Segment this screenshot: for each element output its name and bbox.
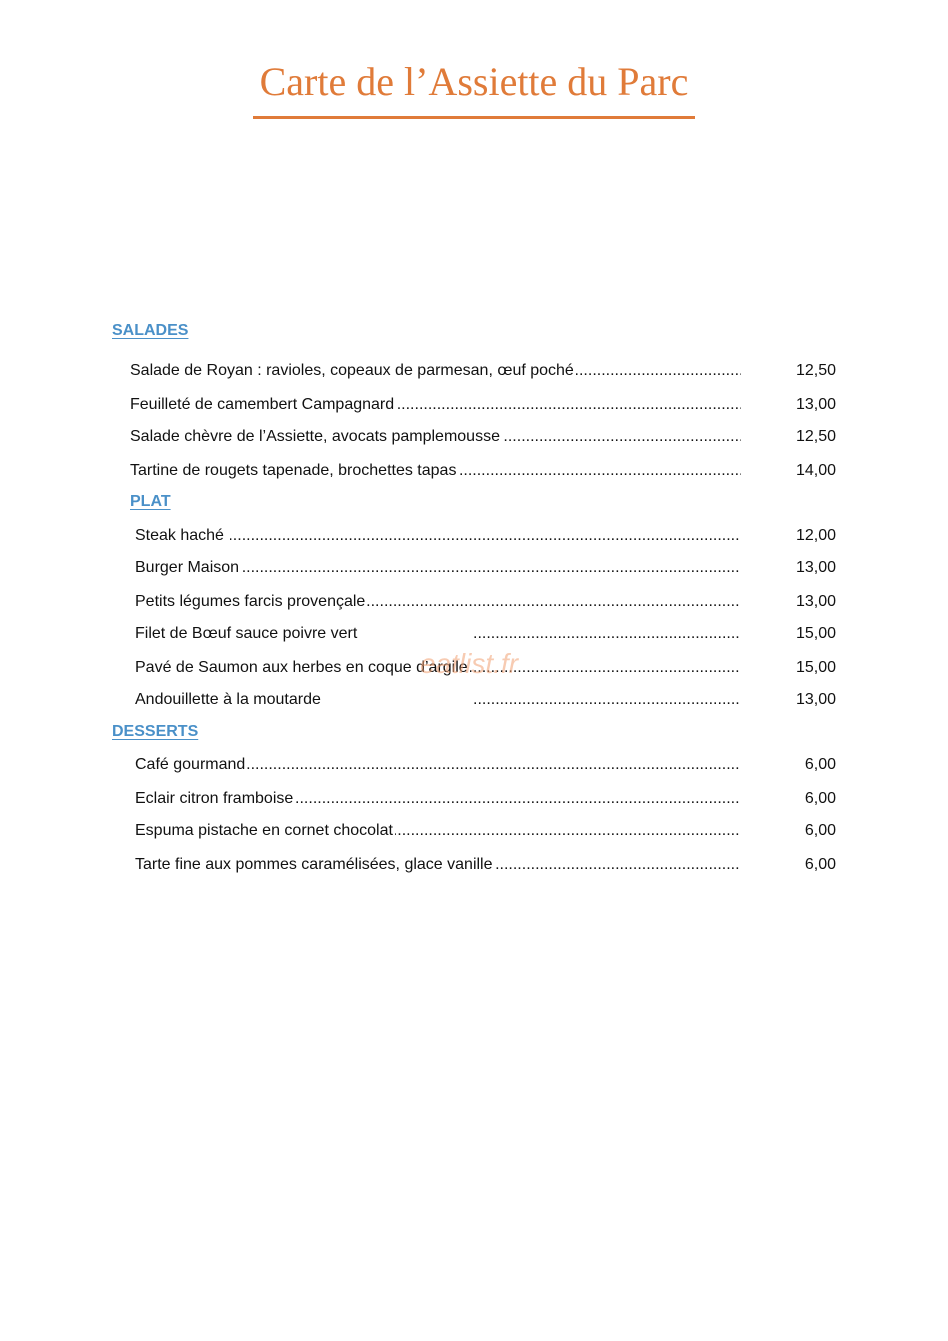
item-price: 12,50 bbox=[795, 428, 836, 445]
item-price: 14,00 bbox=[795, 462, 836, 479]
section-heading-plat: PLAT bbox=[130, 493, 171, 510]
item-price: 13,00 bbox=[795, 593, 836, 610]
menu-item bbox=[135, 591, 741, 613]
item-name: Steak haché bbox=[135, 525, 230, 547]
item-price: 6,00 bbox=[804, 756, 836, 773]
item-name: Burger Maison bbox=[135, 557, 241, 579]
item-price: 15,00 bbox=[795, 625, 836, 642]
item-price: 12,00 bbox=[795, 527, 836, 544]
dot-leader bbox=[473, 689, 741, 711]
item-price: 13,00 bbox=[795, 559, 836, 576]
item-name: Espuma pistache en cornet chocolat bbox=[135, 820, 395, 842]
item-name: Filet de Bœuf sauce poivre vert bbox=[135, 623, 359, 645]
title-underline bbox=[253, 116, 695, 119]
item-name: Andouillette à la moutarde bbox=[135, 689, 323, 711]
menu-item bbox=[135, 689, 741, 711]
item-price: 6,00 bbox=[804, 790, 836, 807]
menu-item bbox=[135, 854, 741, 876]
item-name: Eclair citron framboise bbox=[135, 788, 295, 810]
section-heading-salades: SALADES bbox=[112, 322, 189, 339]
dot-leader bbox=[473, 623, 741, 645]
page-title: Carte de l’Assiette du Parc bbox=[259, 59, 689, 104]
item-price: 12,50 bbox=[795, 362, 836, 379]
menu-item bbox=[135, 525, 741, 547]
menu-item bbox=[130, 360, 741, 382]
item-name: Petits légumes farcis provençale bbox=[135, 591, 367, 613]
menu-item bbox=[135, 623, 741, 645]
item-price: 13,00 bbox=[795, 691, 836, 708]
menu-item bbox=[135, 788, 741, 810]
section-heading-desserts: DESSERTS bbox=[112, 723, 199, 740]
item-name: Tartine de rougets tapenade, brochettes tapas bbox=[130, 460, 458, 482]
item-name: Pavé de Saumon aux herbes en coque d’argile bbox=[135, 657, 470, 679]
item-name: Salade chèvre de l’Assiette, avocats pamplemousse bbox=[130, 426, 502, 448]
item-price: 15,00 bbox=[795, 659, 836, 676]
menu-item bbox=[135, 557, 741, 579]
menu-item bbox=[130, 394, 741, 416]
menu-item bbox=[135, 820, 741, 842]
item-price: 13,00 bbox=[795, 396, 836, 413]
item-price: 6,00 bbox=[804, 822, 836, 839]
item-name: Salade de Royan : ravioles, copeaux de parmesan, œuf poché bbox=[130, 360, 576, 382]
item-name: Feuilleté de camembert Campagnard bbox=[130, 394, 396, 416]
item-price: 6,00 bbox=[804, 856, 836, 873]
item-name: Tarte fine aux pommes caramélisées, glace vanille bbox=[135, 854, 495, 876]
watermark: eatlist.fr bbox=[420, 648, 519, 679]
menu-item bbox=[130, 426, 741, 448]
menu-item bbox=[130, 460, 741, 482]
item-name: Café gourmand bbox=[135, 754, 247, 776]
menu-item bbox=[135, 754, 741, 776]
menu-item bbox=[135, 657, 741, 679]
